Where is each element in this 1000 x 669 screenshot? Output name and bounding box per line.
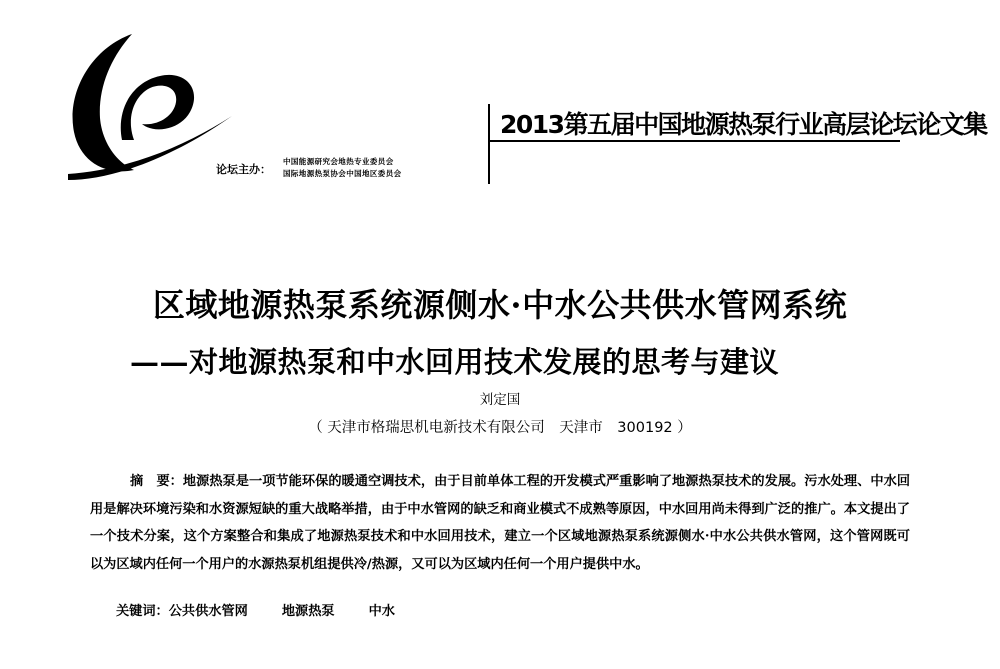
logo-loop-shape [121,75,194,140]
author-affiliation: （ 天津市格瑞思机电新技术有限公司 天津市 300192 ） [308,420,692,436]
header-divider-vertical [488,104,490,184]
keywords [116,600,395,619]
forum-logo [62,30,237,192]
host-label: 论坛主办： [216,163,271,176]
abstract [90,468,910,578]
paper-subtitle: ——对地源热泵和中水回用技术发展的思考与建议 [130,345,780,379]
proceedings-title: 2013第五届中国地源热泵行业高层论坛论文集 [500,110,987,139]
logo-crescent-shape [73,34,134,171]
keywords-label: 关键词： [116,604,169,619]
abstract-label: 摘 要： [130,474,183,489]
abstract-text: 地源热泵是一项节能环保的暖通空调技术，由于目前单体工程的开发模式严重影响了地源热泵技术的发展。污水处理、中水回用是解决环境污染和水资源短缺的重大战略举措，由于中水管网的缺乏和商业模式不成熟等原因，中水回用尚未得到广泛的推广。本文提出了一个技术分案，这个方案整合和集成了地源热泵技术和中水回用技术，建立一个区域地源热泵系统源侧水·中水公共供水管网，这个管网既可以为区域内任何一个用户的水源热泵机组提供冷/热源，又可以为区域内任何一个用户提供中水。 [90,474,911,572]
host-org-1: 中国能源研究会地热专业委员会 [283,157,394,166]
host-org-2: 国际地源热泵协会中国地区委员会 [283,169,402,178]
author-name: 刘定国 [479,392,521,408]
keyword-item: 地源热泵 [281,604,335,619]
keyword-item: 公共供水管网 [168,604,248,619]
paper-title: 区域地源热泵系统源侧水·中水公共供水管网系统 [152,286,848,324]
keyword-item: 中水 [368,604,395,619]
